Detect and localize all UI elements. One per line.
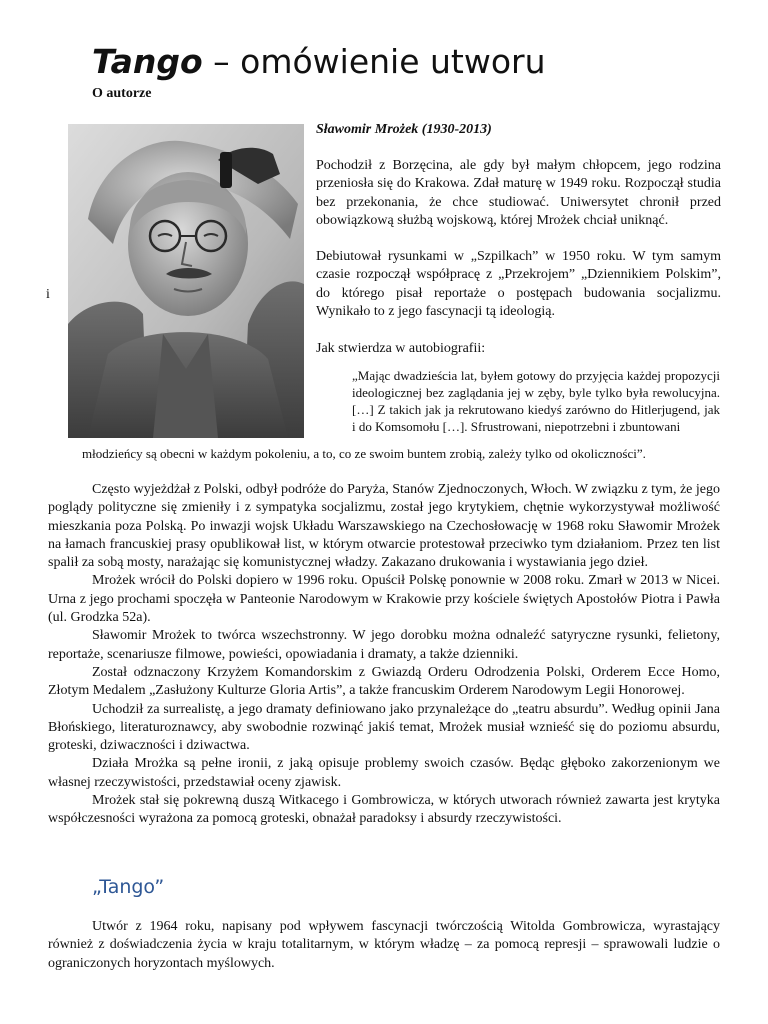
tango-section-body bbox=[48, 918, 720, 973]
body-paragraph-2: Mrożek wrócił do Polski dopiero w 1996 roku. Opuścił Polskę ponownie w 2008 roku. Zmarł w 2013 w Nicei. Urna z jego prochami spoczęła w Panteonie Narodowym w Krakowie przy kościele świętych Apostołów Piotra i Pawła (ul. Grodzka 52a). bbox=[48, 573, 720, 626]
autobiography-quote-end: młodzieńcy są obecni w każdym pokoleniu, a to, co ze swoim buntem zrobią, zależy tylko od okoliczności”. bbox=[82, 446, 646, 461]
stray-letter: i bbox=[46, 287, 50, 302]
bio-paragraph-3: Jak stwierdza w autobiografii: bbox=[316, 341, 486, 356]
page-title-emphasis: Tango bbox=[92, 42, 203, 81]
body-paragraph-7: Mrożek stał się pokrewną duszą Witkacego i Gombrowicza, w których utworach również zawarta jest krytyka współczesności wyrażona za pomocą groteski, obnażał paradoksy i absurdy rzeczywistości. bbox=[48, 793, 720, 827]
body-paragraph-4: Został odznaczony Krzyżem Komandorskim z Gwiazdą Orderu Odrodzenia Polski, Orderem Ecce Homo, Złotym Medalem „Zasłużony Kulturze Gloria Artis”, a także francuskim Orderem Narodowym Legii Honorowej. bbox=[48, 664, 720, 699]
page-title-rest: – omówienie utworu bbox=[202, 42, 546, 81]
article-body bbox=[48, 481, 720, 829]
autobiography-quote: „Mając dwadzieścia lat, byłem gotowy do przyjęcia każdej propozycji ideologicznej bez zaglądania jej w zęby, byle tylko była rewolucyjna. […] Z takich jak ja rekrutowano kiedyś zarówno do Hitlerjugend, jak i do Komsomołu […]. Sfrustrowani, niepotrzebni i zbuntowani bbox=[352, 368, 720, 434]
author-name: Sławomir Mrożek (1930-2013) bbox=[316, 122, 492, 137]
bio-paragraph-1: Pochodził z Borzęcina, ale gdy był małym chłopcem, jego rodzina przeniosła się do Krakowa. Zdał maturę w 1949 roku. Rozpoczął studia bez przekonania, że chce studiować. Uniwersytet chronił przed obowiązkową służbą wojskową, której Mrożek chciał uniknąć. bbox=[316, 158, 721, 228]
section-heading-tango: „Tango” bbox=[92, 876, 165, 898]
section-heading-author: O autorze bbox=[92, 86, 152, 101]
body-paragraph-6: Działa Mrożka są pełne ironii, z jaką opisuje problemy swoich czasów. Będąc głęboko zakorzenionym we własnej rzeczywistości, przedstawiał oceny zjawisk. bbox=[48, 756, 720, 790]
body-paragraph-5: Uchodził za surrealistę, a jego dramaty definiowano jako przynależące do „teatru absurdu”. Według opinii Jana Błońskiego, literaturoznawcy, aby swobodnie rozwinąć jakiś temat, Mrożek musiał wznieść się do poziomu absurdu, groteski, dziwaczności i dziwactwa. bbox=[48, 701, 720, 754]
body-paragraph-1: Często wyjeżdżał z Polski, odbył podróże do Paryża, Stanów Zjednoczonych, Włoch. W związku z tym, że jego poglądy polityczne się zmieniły i z sympatyka socjalizmu, został jego krytykiem, chętnie wykorzystywał możliwość mieszkania poza Polską. Po inwazji wojsk Układu Warszawskiego na Czechosłowację w 1968 roku Sławomir Mrożek na łamach francuskiej prasy opublikował list, w którym otwarcie protestował przeciwko tym działaniom. Przez ten list spalił za sobą mosty, narażając się komunistycznej władzy. Zakazano drukowania i wystawiania jego dzieł. bbox=[48, 482, 720, 571]
tango-paragraph-1: Utwór z 1964 roku, napisany pod wpływem fascynacji twórczością Witolda Gombrowicza, wyrastający również z doświadczenia życia w kraju totalitarnym, w którym władzę – za pomocą represji – sprawowali ludzie o ograniczonych horyzontach myślowych. bbox=[48, 919, 720, 971]
author-photo bbox=[68, 124, 304, 438]
page-title bbox=[92, 42, 546, 82]
bio-paragraph-2: Debiutował rysunkami w „Szpilkach” w 1950 roku. W tym samym czasie rozpoczął współpracę z „Przekrojem” „Dziennikiem Polskim”, do którego pisał reportaże o postępach budowania socjalizmu. Wynikało to z jego fascynacji tą ideologią. bbox=[316, 249, 721, 319]
body-paragraph-3: Sławomir Mrożek to twórca wszechstronny. W jego dorobku można odnaleźć satyryczne rysunki, felietony, reportaże, scenariusze filmowe, powieści, opowiadania i dramaty, a także dzienniki. bbox=[48, 628, 720, 662]
